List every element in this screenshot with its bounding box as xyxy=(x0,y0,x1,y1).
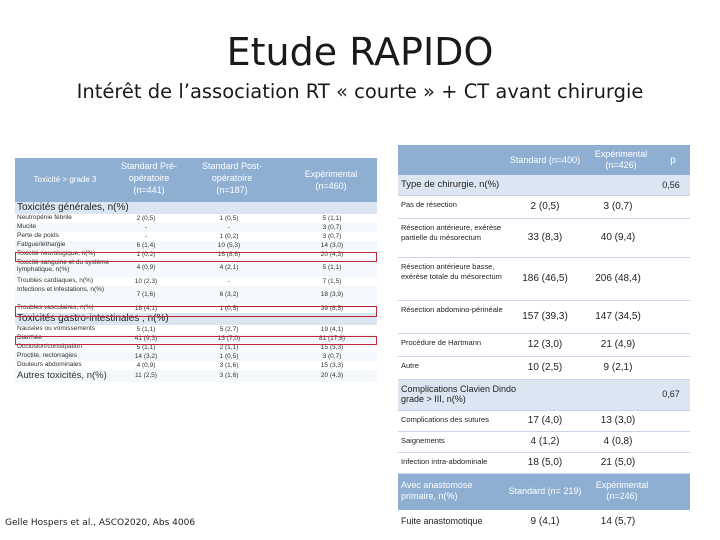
row-label: Nausées ou vomissements xyxy=(17,325,96,332)
row-value-experimental: 7 (1,5) xyxy=(322,278,342,285)
row-value-postop: 4 (2,1) xyxy=(219,264,239,271)
row-value-preop: 5 (1,1) xyxy=(136,326,156,333)
row-label: Fuite anastomotique xyxy=(401,516,483,526)
row-value-experimental: 4 (0,8) xyxy=(603,436,633,447)
row-label: Saignements xyxy=(401,436,445,445)
row-value-experimental: 14 (3,0) xyxy=(320,242,344,249)
row-value-postop: 16 (8,6) xyxy=(217,251,241,258)
header-experimental: Expérimental (n=426) xyxy=(594,149,648,170)
table-row xyxy=(398,219,690,258)
section-surgery-type xyxy=(398,175,690,196)
row-label: Fatigue/léthargie xyxy=(17,241,66,248)
row-value-experimental: 14 (5,7) xyxy=(600,516,636,527)
row-value-experimental: 5 (1,1) xyxy=(322,264,342,271)
row-value-postop: 13 (7,0) xyxy=(217,335,241,342)
row-value-experimental: 5 (1,1) xyxy=(322,215,342,222)
row-value-postop: 1 (0,5) xyxy=(219,215,239,222)
row-value-experimental: 206 (48,4) xyxy=(595,273,641,284)
row-value-standard: 33 (8,3) xyxy=(527,232,563,243)
row-value-preop: 1 (0,2) xyxy=(136,251,156,258)
table-row xyxy=(15,277,377,286)
table-row xyxy=(398,301,690,334)
row-value-standard: 4 (1,2) xyxy=(530,436,560,447)
row-label: Infection intra-abdominale xyxy=(401,457,488,466)
row-value-experimental: 20 (4,3) xyxy=(320,372,344,379)
row-value-postop: 1 (0,5) xyxy=(219,353,239,360)
row-value-preop: 18 (4,1) xyxy=(134,305,158,312)
subheader-label: Avec anastomose primaire, n(%) xyxy=(401,480,473,501)
section-p-value: 0,67 xyxy=(662,389,680,399)
table-row xyxy=(15,214,377,223)
section-general-toxicities: Toxicités générales, n(%) xyxy=(15,202,377,214)
row-label: Diarrhée xyxy=(17,334,42,341)
table-row xyxy=(398,357,690,380)
row-value-preop: 14 (3,2) xyxy=(134,353,158,360)
slide-subtitle: Intérêt de l’association RT « courte » + CT avant chirurgie xyxy=(76,80,644,103)
row-label: Autres toxicités, n(%) xyxy=(17,370,107,381)
surgery-table-header xyxy=(398,145,690,175)
row-value-experimental: 81 (17,6) xyxy=(318,335,346,342)
citation: Gelle Hospers et al., ASCO2020, Abs 4006 xyxy=(5,518,196,528)
toxicity-table xyxy=(15,158,377,382)
row-label: Perte de poids xyxy=(17,232,59,239)
row-value-preop: 4 (0,9) xyxy=(136,362,156,369)
row-value-postop: 2 (1,1) xyxy=(219,344,239,351)
row-value-experimental: 40 (9,4) xyxy=(600,232,636,243)
surgery-table xyxy=(398,145,690,534)
row-label: Résection antérieure basse, exérèse totale du mésorectum xyxy=(401,262,502,281)
section-label: Type de chirurgie, n(%) xyxy=(401,179,500,190)
row-label: Douleurs abdominales xyxy=(17,361,82,368)
row-value-standard: 157 (39,3) xyxy=(522,311,568,322)
subheader-experimental: Expérimental (n=246) xyxy=(595,480,649,501)
row-label: Toxicité neurologique, n(%) xyxy=(17,250,96,257)
row-value-postop: 6 (3,2) xyxy=(219,291,239,298)
row-label: Résection antérieure, exérèse partielle du mésorectum xyxy=(401,223,502,242)
row-label: Pas de résection xyxy=(401,200,457,209)
row-value-experimental: 13 (3,0) xyxy=(600,415,636,426)
row-value-postop: 5 (2,7) xyxy=(219,326,239,333)
row-value-experimental: 15 (3,3) xyxy=(320,362,344,369)
row-value-preop: - xyxy=(144,233,148,240)
row-value-experimental: 3 (0,7) xyxy=(322,224,342,231)
table-row xyxy=(15,241,377,250)
row-value-postop: 3 (1,6) xyxy=(219,362,239,369)
row-value-experimental: 3 (0,7) xyxy=(603,201,633,212)
row-value-preop: 10 (2,3) xyxy=(134,278,158,285)
table-row xyxy=(15,286,377,304)
row-label: Mucite xyxy=(17,223,37,230)
row-value-preop: 5 (1,1) xyxy=(136,344,156,351)
row-label: Toxicité sanguine et du système lymphatique, n(%) xyxy=(17,259,110,273)
table-row xyxy=(398,258,690,301)
table-row-other-toxicities xyxy=(15,370,377,382)
subheader-standard: Standard (n= 219) xyxy=(508,486,582,496)
table-row xyxy=(15,361,377,370)
row-value-experimental: 15 (3,3) xyxy=(320,344,344,351)
row-value-postop: 1 (0,5) xyxy=(219,305,239,312)
row-value-standard: 18 (5,0) xyxy=(527,457,563,468)
header-standard: Standard (n=400) xyxy=(509,155,581,165)
row-value-preop: 41 (9,3) xyxy=(134,335,158,342)
row-value-standard: 186 (46,5) xyxy=(522,273,568,284)
row-label: Procédure de Hartmann xyxy=(401,338,482,347)
table-row xyxy=(15,223,377,232)
table-row xyxy=(398,453,690,474)
header-standard-preop: Standard Pré-opératoire (n=441) xyxy=(120,161,178,195)
section-p-value: 0,56 xyxy=(662,180,680,190)
table-row xyxy=(398,196,690,219)
row-value-experimental: 20 (4,3) xyxy=(320,251,344,258)
slide-title: Etude RAPIDO xyxy=(226,30,494,74)
row-value-postop: - xyxy=(227,224,231,231)
row-value-experimental: 3 (0,7) xyxy=(322,353,342,360)
row-value-experimental: 19 (4,1) xyxy=(320,326,344,333)
row-value-standard: 17 (4,0) xyxy=(527,415,563,426)
row-value-experimental: 3 (0,7) xyxy=(322,233,342,240)
row-label: Troubles vasculaires, n(%) xyxy=(17,304,94,311)
header-standard-postop: Standard Post-opératoire (n=187) xyxy=(201,161,263,195)
row-value-postop: 10 (5,3) xyxy=(217,242,241,249)
row-label: Occlusion/constipation xyxy=(17,343,83,350)
table-row xyxy=(398,411,690,432)
header-experimental: Expérimental (n=460) xyxy=(304,169,358,191)
row-value-experimental: 39 (8,5) xyxy=(320,305,344,312)
row-label: Troubles cardiaques, n(%) xyxy=(17,277,93,284)
row-value-experimental: 18 (3,9) xyxy=(320,291,344,298)
highlight-diarrhea xyxy=(15,336,377,345)
row-label: Infections et infestations, n(%) xyxy=(17,286,105,293)
row-value-preop: 7 (1,6) xyxy=(136,291,156,298)
table-row xyxy=(15,232,377,241)
header-toxicity-grade: Toxicité > grade 3 xyxy=(33,175,97,184)
row-value-preop: 2 (0,5) xyxy=(136,215,156,222)
header-p-value: p xyxy=(670,155,676,166)
row-value-experimental: 21 (4,9) xyxy=(600,339,636,350)
row-value-postop: 1 (0,2) xyxy=(219,233,239,240)
section-label: Complications Clavien Dindo grade > III, n(%) xyxy=(401,384,517,404)
table-row-anastomotic-leak xyxy=(398,510,690,534)
row-label: Autre xyxy=(401,361,419,370)
row-value-experimental: 9 (2,1) xyxy=(603,362,633,373)
row-label: Neutropénie fébrile xyxy=(17,214,72,221)
row-value-standard: 12 (3,0) xyxy=(527,339,563,350)
row-value-postop: 3 (1,6) xyxy=(219,372,239,379)
highlight-vascular-disorders xyxy=(15,306,377,317)
row-value-preop: 11 (2,5) xyxy=(135,372,157,379)
row-value-postop: - xyxy=(227,278,231,285)
section-gi-toxicities: Toxicités gastro-intestinales , n(%) xyxy=(15,313,377,325)
row-label: Résection abdomino-périnéale xyxy=(401,305,503,314)
row-value-standard: 2 (0,5) xyxy=(530,201,560,212)
row-label: Complications des sutures xyxy=(401,415,489,424)
table-row xyxy=(398,432,690,453)
anastomosis-subheader xyxy=(398,474,690,510)
row-value-preop: 6 (1,4) xyxy=(136,242,156,249)
highlight-neuro-toxicity xyxy=(15,252,377,262)
section-complications xyxy=(398,380,690,411)
row-value-experimental: 147 (34,5) xyxy=(595,311,641,322)
row-value-standard: 9 (4,1) xyxy=(530,516,560,527)
row-label: Proctite, rectorragies xyxy=(17,352,77,359)
row-value-preop: 4 (0,9) xyxy=(136,264,156,271)
toxicity-table-header xyxy=(15,158,377,202)
table-row xyxy=(15,325,377,334)
row-value-experimental: 21 (5,0) xyxy=(600,457,636,468)
table-row xyxy=(15,352,377,361)
row-value-preop: - xyxy=(144,224,148,231)
row-value-standard: 10 (2,5) xyxy=(527,362,563,373)
table-row xyxy=(398,334,690,357)
